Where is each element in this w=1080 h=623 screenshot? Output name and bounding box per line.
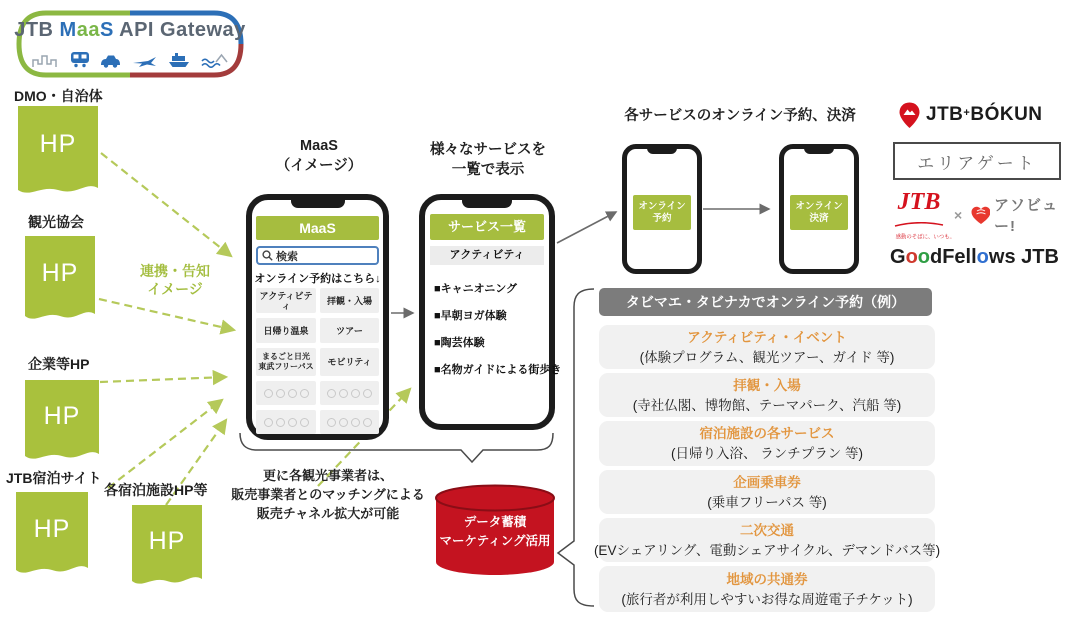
search-icon — [262, 250, 273, 261]
hp-block-jtb-shukuhaku — [16, 492, 88, 580]
phone-notch — [291, 199, 345, 208]
database-line1: データ蓄積 — [463, 515, 527, 529]
hp-text: HP — [39, 130, 77, 159]
card-title: 企画乗車券 — [733, 474, 801, 490]
matching-note-line2: 販売事業者とのマッチングによる — [231, 487, 425, 502]
database-cylinder-icon — [434, 483, 556, 579]
online-payment-phone-mockup — [779, 144, 859, 274]
card-subtitle: (乗車フリーパス 等) — [707, 494, 827, 510]
jtb-asoview-logos — [893, 188, 1075, 241]
car-icon — [99, 53, 122, 68]
source-label-jtb-shukuhaku: JTB宿泊サイト — [6, 470, 102, 486]
service-item — [434, 334, 485, 350]
tile-placeholder — [256, 381, 316, 405]
tile-placeholder — [256, 410, 316, 434]
jtb-maas-api-gateway-logo — [14, 10, 246, 78]
maas-title-line1: MaaS — [300, 138, 338, 154]
map-pin-icon — [899, 102, 920, 129]
card-title: 宿泊施設の各サービス — [699, 426, 835, 441]
service-item — [434, 280, 517, 296]
bokun-wordmark: JTB+BÓKUN — [926, 104, 1043, 125]
areagate-logo: エリアゲート — [893, 142, 1061, 180]
maas-phone-mockup — [246, 194, 389, 440]
payment-line2: 決済 — [809, 212, 829, 224]
hp-text: HP — [43, 402, 81, 431]
bullet-icon: ■ — [434, 337, 441, 349]
database-line2: マーケティング活用 — [439, 534, 551, 548]
service-item — [434, 361, 561, 377]
maas-app-header: MaaS — [256, 216, 379, 240]
hp-block-dmo — [18, 106, 98, 200]
ship-icon — [167, 52, 191, 68]
hp-block-kankokyokai — [25, 236, 95, 326]
hp-block-kigyo — [25, 380, 99, 466]
service-item-label: 名物ガイドによる街歩き — [440, 364, 562, 376]
jtb-wordmark: JTB — [897, 188, 941, 215]
example-card-secondary-transport — [593, 518, 941, 562]
jtb-logo — [893, 188, 956, 241]
source-label-dmo: DMO・自治体 — [14, 88, 103, 104]
card-subtitle: (EVシェアリング、電動シェアサイクル、デマンドバス等) — [593, 542, 941, 558]
example-card-admission — [599, 373, 935, 417]
logo-title: JTB MaaS API Gateway — [14, 19, 246, 41]
phone-notch — [804, 148, 834, 154]
maas-phone-title — [272, 136, 366, 176]
hp-text: HP — [148, 527, 186, 556]
freepass-line1: まるごと日光 — [262, 352, 310, 361]
services-phone-title — [418, 140, 558, 180]
service-item-label: 陶芸体験 — [440, 337, 485, 349]
card-title: 二次交通 — [740, 522, 794, 538]
example-card-activity — [599, 325, 935, 369]
hp-text: HP — [41, 259, 79, 288]
reserve-line1: オンライン — [638, 200, 686, 212]
goodfellows-jtb-logo: GoodFellows JTB — [890, 246, 1059, 268]
service-item-label: キャニオニング — [440, 283, 517, 295]
payment-line1: オンライン — [795, 200, 843, 212]
hp-text: HP — [33, 514, 71, 543]
bullet-icon: ■ — [434, 283, 441, 295]
freepass-line2: 東武フリーパス — [258, 362, 314, 371]
link-note — [136, 262, 214, 298]
phone-notch — [462, 199, 512, 208]
svc-title-line2: 一覧で表示 — [451, 162, 525, 178]
database-label — [434, 513, 556, 551]
matching-note-line3: 販売チャネル拡大が可能 — [256, 506, 400, 521]
jtb-tagline: 感動のそばに、いつも。 — [895, 234, 956, 241]
search-input — [256, 246, 379, 265]
hp-block-kakushukuhaku — [132, 505, 202, 591]
asoview-logo — [971, 194, 1075, 236]
train-icon — [70, 51, 90, 68]
reserve-line2: 予約 — [652, 212, 672, 224]
services-phone-mockup — [419, 194, 562, 430]
card-subtitle: (体験プログラム、観光ツアー、ガイド 等) — [639, 349, 895, 365]
booking-flow-heading: 各サービスのオンライン予約、決済 — [624, 108, 856, 124]
bullet-icon: ■ — [434, 364, 441, 376]
card-subtitle: (日帰り入浴、 ランチプラン 等) — [671, 446, 863, 461]
airplane-icon — [132, 55, 158, 68]
tile-placeholder — [320, 381, 379, 405]
services-header: サービス一覧 — [430, 214, 544, 240]
example-card-ticket — [599, 470, 935, 514]
example-panel-header: タビマエ・タビナカでオンライン予約（例） — [599, 288, 932, 316]
phone-notch — [647, 148, 677, 154]
online-booking-cta: オンライン予約はこちら↓ — [254, 273, 381, 285]
example-card-lodging — [599, 421, 935, 466]
tile-activity: アクティビティ — [256, 288, 316, 313]
service-item — [434, 307, 507, 323]
cross-mark: × — [954, 207, 963, 223]
card-title: 地域の共通券 — [726, 571, 808, 587]
card-subtitle: (旅行者が利用しやすいお得な周遊電子チケット) — [621, 591, 913, 607]
city-skyline-icon — [32, 52, 60, 68]
tile-tour: ツアー — [320, 318, 379, 343]
tile-admission: 拝観・入場 — [320, 288, 379, 313]
search-text: 検索 — [276, 250, 298, 263]
online-payment-label — [790, 195, 848, 230]
source-label-kigyo: 企業等HP — [28, 356, 90, 372]
heart-icon — [971, 206, 990, 225]
matching-note-line1: 更に各観光事業者は、 — [262, 468, 393, 483]
link-note-line1: 連携・告知 — [140, 263, 210, 279]
source-label-kakushukuhaku: 各宿泊施設HP等 — [104, 482, 208, 498]
jtb-swoosh — [893, 222, 945, 227]
services-category: アクティビティ — [430, 246, 544, 265]
service-item-label: 早朝ヨガ体験 — [440, 310, 507, 322]
card-title: アクティビティ・イベント — [687, 329, 847, 345]
maas-title-line2: （イメージ） — [275, 158, 363, 174]
online-reserve-label — [633, 195, 691, 230]
card-subtitle: (寺社仏閣、博物館、テーマパーク、汽船 等) — [632, 397, 902, 413]
tile-mobility: モビリティ — [320, 348, 379, 376]
waves-mountain-icon — [201, 52, 228, 68]
matching-note — [226, 466, 430, 523]
tile-freepass — [256, 348, 316, 376]
online-reserve-phone-mockup — [622, 144, 702, 274]
jtb-bokun-logo — [899, 99, 1069, 131]
svc-title-line1: 様々なサービスを — [430, 142, 546, 158]
asoview-wordmark: アソビュー! — [994, 197, 1059, 235]
bullet-icon: ■ — [434, 310, 441, 322]
tile-onsen: 日帰り温泉 — [256, 318, 316, 343]
tile-placeholder — [320, 410, 379, 434]
card-title: 拝観・入場 — [733, 377, 801, 393]
link-note-line2: イメージ — [147, 281, 203, 297]
panel-to-database-brace — [558, 289, 594, 606]
source-label-kankokyokai: 観光協会 — [28, 214, 84, 230]
example-card-region-pass — [599, 566, 935, 612]
